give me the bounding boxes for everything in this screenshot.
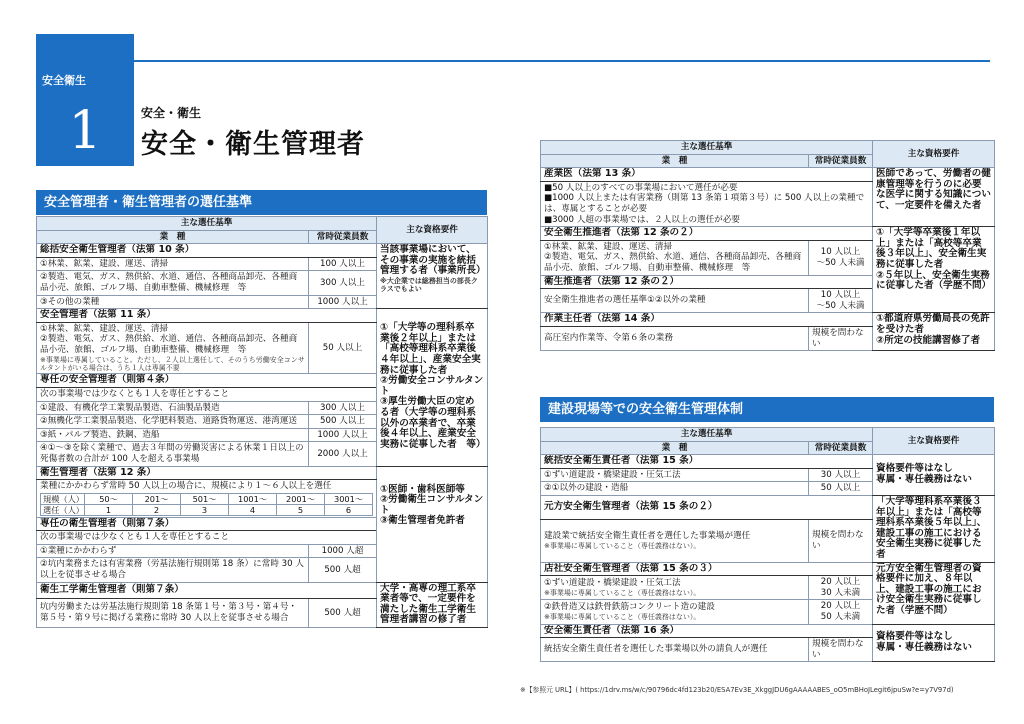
industry-row: ④①～③を除く業種で、過去３年間の労働災害による休業１日以上の死傷者数の合計が 100 人を超える事業場 [37,442,309,466]
health-manager-scale [37,480,377,518]
scale-cell: 1001～ [229,493,277,504]
industry-note: ※事業場に専属していること（専任義務はない）。 [544,588,701,597]
industry-row [541,576,809,600]
workers-cell: 500 人以上 [309,415,377,429]
workers-cell: 300 人以上 [309,401,377,415]
workers-cell: 規模を問わない [809,326,873,350]
req-general-safety-officer: 資格要件等はなし 専属・専任義務はない [873,455,995,496]
industry-row: 安全衛生推進者の選任基準①②以外の業種 [541,289,809,313]
section-title-safety-manager: 安全管理者（法第 11 条） [37,309,377,323]
industry-row: ③その他の業種 [37,295,309,309]
workers-cell: 1000 人超 [309,544,377,558]
construction-site-table [540,427,995,662]
scale-table [40,493,373,516]
header-workers: 常時従業員数 [309,230,377,244]
industry-row: ③紙・パルプ製造、鉄鋼、造船 [37,428,309,442]
header-industry: 業 種 [541,154,809,168]
req-branch-manager: 元方安全衛生管理者の資格要件に加え、８年以上、建設工事の施工におけ安全衛生実務に従事した者（学歴不問） [873,562,995,624]
section-title-dedicated-safety: 専任の安全管理者（則第４条） [37,374,377,388]
req-note: ※大企業では総務担当の部長クラスでもよい [380,276,478,294]
section-intro: 業種にかかわらず常時 50 人以上の場合に、規模により１～６人以上を選任 [40,481,332,492]
section-title-hygiene-engineer: 衛生工学衛生管理者（則第７条） [37,582,377,598]
workers-cell: 1000 人以上 [309,428,377,442]
workers-cell: 2000 人以上 [309,442,377,466]
workers-cell: 20 人以上 50 人未満 [809,600,873,624]
workers-cell: 500 人超 [309,558,377,582]
industry-row: ①業種にかかわらず [37,544,309,558]
industry-note: ※事業場に専属していること（専任義務はない）。 [544,541,701,550]
workers-cell: 1000 人以上 [309,295,377,309]
industry-row: 高圧室内作業等、令第６条の業務 [541,326,809,350]
scale-cell: 2001～ [277,493,325,504]
industry-line: ②製造、電気、ガス、熱供給、水道、通信、各種商品卸売、各種商品小売、旅館、ゴルフ場、自動車整備、機械修理 等 [40,334,298,355]
scale-cell: 3001～ [325,493,373,504]
industrial-physician-table [540,140,995,351]
header-industry: 業 種 [37,230,309,244]
count-cell: 1 [85,504,133,515]
industry-note: ※事業場に専属していること。ただし、２人以上選任して、そのうち労働安全コンサルタントがいる場合は、うち１人は専属不要 [40,355,305,372]
industry-row [541,600,809,624]
criteria-line: ■1000 人以上または有害業務（則第 13 条第１項第３号）に 500 人以上の業種では、専属とすることが必要 [544,193,865,214]
header-qualification: 主な資格要件 [377,217,488,244]
industry-row [541,519,809,562]
count-cell: 2 [133,504,181,515]
header-main-criteria: 主な選任基準 [541,428,873,442]
workers-cell: 20 人以上 30 人未満 [809,576,873,600]
section-title-health-promoter: 衛生推進者（法第 12 条の２） [541,275,873,289]
section-intro: 次の事業場では少なくとも１人を専任とすること [37,531,377,545]
workers-cell: 30 人以上 [809,468,873,482]
industry-row: ①ずい道建設・橋梁建設・圧気工法 [541,468,809,482]
req-promoter: ①「大学等卒業後１年以上」または「高校等卒業後３年以上」、安全衛生実務に従事した者 ②５年以上、安全衛生実務に従事した者（学歴不問） [873,227,995,313]
header-workers: 常時従業員数 [809,441,873,455]
req-safety-manager: ①「大学等の理科系卒業後２年以上」または「高校等理科系卒業後４年以上」、産業安全実務に従事した者 ②労働安全コンサルタント ③厚生労働大臣の定める者（大学等の理科系以外の卒業者で、卒業後４年以上、産業安全実務に従事した者 等） [377,309,488,466]
scale-cell: 50～ [85,493,133,504]
req-hygiene-engineer: 大学・高専の理工系卒業者等で、一定要件を満たした衛生工学衛生管理者講習の修了者 [377,582,488,627]
workers-cell: 300 人以上 [309,271,377,295]
industry-line: 建設業で統括安全衛生責任者を選任した事業場が選任 [544,531,751,542]
req-safety-health-officer: 資格要件等はなし 専属・専任義務はない [873,624,995,662]
industry-row [37,322,309,374]
section-title-health-manager: 衛生管理者（法第 12 条） [37,466,377,480]
header-industry: 業 種 [541,441,809,455]
section-intro: 次の事業場では少なくとも１人を専任とすること [37,387,377,401]
criteria-line: ■50 人以上のすべての事業場において選任が必要 [544,182,738,193]
section-title-safety-health-officer: 安全衛生責任者（法第 16 条） [541,624,873,638]
physician-criteria [541,181,873,226]
section-title-general-safety-officer: 統括安全衛生責任者（法第 15 条） [541,455,873,469]
page-subtitle: 安全・衛生 [141,106,202,120]
industry-row: ②坑内業務または有害業務（労基法施行規則第 18 条）に常時 30 人以上を従事させる場合 [37,558,309,582]
section-title-general-manager: 総括安全衛生管理者（法第 10 条） [37,244,377,258]
workers-cell: 50 人以上 [309,322,377,374]
industry-row: ②①以外の建設・造船 [541,482,809,496]
industry-row: 統括安全衛生責任者を選任した事業場以外の請負人が選任 [541,638,809,662]
section-title-industrial-physician: 産業医（法第 13 条） [541,168,873,182]
scale-label: 規模（人） [41,493,85,504]
section-title-safety-promoter: 安全衛生推進者（法第 12 条の２） [541,227,873,241]
industry-row: ①林業、鉱業、建設、運送、清掃 ②製造、電気、ガス、熱供給、水道、通信、各種商品卸売、各種商品小売、旅館、ゴルフ場、自動車整備、機械修理 等 [541,240,809,275]
req-text: 当該事業場において、その事業の実施を統括管理する者（事業所長） [380,244,486,277]
workers-cell: 10 人以上 ～50 人未満 [809,289,873,313]
chapter-tab-label: 安全衛生 [42,74,86,87]
count-label: 選任（人） [41,504,85,515]
chapter-number: 1 [68,101,102,161]
section-title-branch-manager: 店社安全衛生管理者（法第 15 条の３） [541,562,873,576]
industry-note: ※事業場に専属していること（専任義務はない）。 [544,613,701,621]
req-work-chief: ①都道府県労働局長の免許を受けた者 ②所定の技能講習修了者 [873,313,995,351]
industry-row: ①林業、鉱業、建設、運送、清掃 [37,257,309,271]
industry-line: ②鉄骨造又は鉄骨鉄筋コンクリート造の建設 [544,602,715,613]
industry-line: ①林業、鉱業、建設、運送、清掃 [40,323,169,334]
section-title-prime-contractor-manager: 元方安全衛生管理者（法第 15 条の２） [541,495,873,519]
header-qualification: 主な資格要件 [873,428,995,455]
req-general-manager [377,244,488,309]
chapter-tab [36,34,134,166]
req-health-manager: ①医師・歯科医師等 ②労働衛生コンサルタント ③衛生管理者免許者 [377,466,488,582]
industry-line: ①ずい道建設・橋梁建設・圧気工法 [544,578,681,589]
scale-cell: 201～ [133,493,181,504]
header-main-criteria: 主な選任基準 [37,217,377,231]
criteria-line: ■3000 人超の事業場では、２人以上の選任が必要 [544,214,741,225]
header-rule [134,60,990,62]
workers-cell: 規模を問わない [809,638,873,662]
section-title-dedicated-health: 専任の衛生管理者（則第７条） [37,517,377,531]
scale-cell: 501～ [181,493,229,504]
page-title: 安全・衛生管理者 [141,129,365,160]
industry-row: ②製造、電気、ガス、熱供給、水道、通信、各種商品卸売、各種商品小売、旅館、ゴルフ場、自動車整備、機械修理 等 [37,271,309,295]
workers-cell: 規模を問わない [809,519,873,562]
workers-cell: 50 人以上 [809,482,873,496]
header-main-criteria: 主な選任基準 [541,141,873,155]
industry-row: ①建設、有機化学工業製品製造、石油製品製造 [37,401,309,415]
reference-footnote: ※【参照元 URL】( https://1drv.ms/w/c/90796dc4fd123b20/ESA7Ev3E_XkggJDU6gAAAAABES_oO5mBHoJLegit6jpuSw?e=y7V97d) [520,686,954,694]
section-title-work-chief: 作業主任者（法第 14 条） [541,313,873,327]
workers-cell: 100 人以上 [309,257,377,271]
count-cell: 4 [229,504,277,515]
industry-row: ②無機化学工業製品製造、化学肥料製造、道路貨物運送、港湾運送 [37,415,309,429]
selection-criteria-table [36,216,488,628]
count-cell: 3 [181,504,229,515]
workers-cell: 500 人超 [309,598,377,627]
industry-row: 坑内労働または労基法施行規則第 18 条第１号・第３号・第４号・第５号・第９号に掲げる業務に常時 30 人以上を従事させる場合 [37,598,309,627]
count-cell: 5 [277,504,325,515]
count-cell: 6 [325,504,373,515]
req-industrial-physician: 医師であって、労働者の健康管理等を行うのに必要な医学に関する知識について、一定要件を備えた者 [873,168,995,227]
section-banner-selection: 安全管理者・衛生管理者の選任基準 [36,190,487,215]
header-qualification: 主な資格要件 [873,141,995,168]
workers-cell: 10 人以上 ～50 人未満 [809,240,873,275]
header-workers: 常時従業員数 [809,154,873,168]
req-prime-contractor-manager: 「大学等理科系卒業後３年以上」または「高校等理科系卒業後５年以上」、建設工事の施工における安全衛生実務に従事した者 [873,495,995,562]
section-banner-construction: 建設現場等での安全衛生管理体制 [540,397,994,422]
